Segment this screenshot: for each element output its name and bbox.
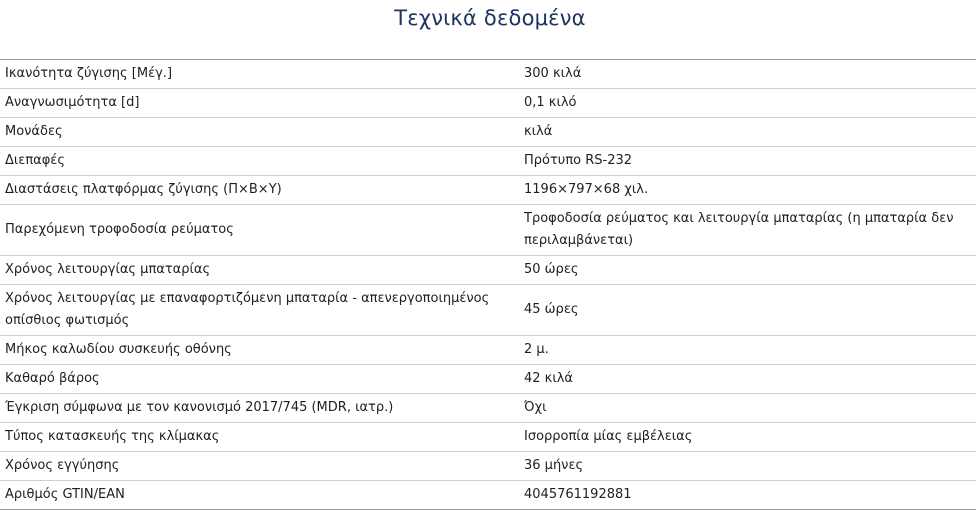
spec-label: Χρόνος λειτουργίας με επαναφορτιζόμενη μπαταρία - απενεργοποιημένος οπίσθιος φωτισμός bbox=[0, 285, 517, 336]
spec-label: Χρόνος εγγύησης bbox=[0, 452, 517, 481]
technical-data-table bbox=[0, 59, 976, 510]
spec-value: 36 μήνες bbox=[517, 452, 976, 481]
spec-value: 50 ώρες bbox=[517, 256, 976, 285]
spec-label: Διαστάσεις πλατφόρμας ζύγισης (Π×Β×Υ) bbox=[0, 176, 517, 205]
spec-label: Χρόνος λειτουργίας μπαταρίας bbox=[0, 256, 517, 285]
spec-label: Καθαρό βάρος bbox=[0, 365, 517, 394]
table-row bbox=[0, 256, 976, 285]
table-row bbox=[0, 452, 976, 481]
spec-value: 4045761192881 bbox=[517, 481, 976, 510]
table-row bbox=[0, 423, 976, 452]
spec-value: 0,1 κιλό bbox=[517, 89, 976, 118]
spec-value: Ισορροπία μίας εμβέλειας bbox=[517, 423, 976, 452]
spec-label: Μονάδες bbox=[0, 118, 517, 147]
spec-value: 1196×797×68 χιλ. bbox=[517, 176, 976, 205]
table-row bbox=[0, 118, 976, 147]
table-row bbox=[0, 147, 976, 176]
spec-value: Πρότυπο RS-232 bbox=[517, 147, 976, 176]
spec-label: Διεπαφές bbox=[0, 147, 517, 176]
table-row bbox=[0, 60, 976, 89]
table-row bbox=[0, 89, 976, 118]
table-row bbox=[0, 481, 976, 510]
spec-value: Τροφοδοσία ρεύματος και λειτουργία μπαταρίας (η μπαταρία δεν περιλαμβάνεται) bbox=[517, 205, 976, 256]
spec-value: 45 ώρες bbox=[517, 285, 976, 336]
spec-label: Παρεχόμενη τροφοδοσία ρεύματος bbox=[0, 205, 517, 256]
spec-label: Μήκος καλωδίου συσκευής οθόνης bbox=[0, 336, 517, 365]
table-row bbox=[0, 336, 976, 365]
spec-value: Όχι bbox=[517, 394, 976, 423]
spec-value: 42 κιλά bbox=[517, 365, 976, 394]
spec-value: 300 κιλά bbox=[517, 60, 976, 89]
table-row bbox=[0, 285, 976, 336]
spec-label: Αναγνωσιμότητα [d] bbox=[0, 89, 517, 118]
spec-label: Αριθμός GTIN/EAN bbox=[0, 481, 517, 510]
spec-label: Τύπος κατασκευής της κλίμακας bbox=[0, 423, 517, 452]
table-row bbox=[0, 205, 976, 256]
spec-label: Έγκριση σύμφωνα με τον κανονισμό 2017/745 (MDR, ιατρ.) bbox=[0, 394, 517, 423]
table-row bbox=[0, 365, 976, 394]
spec-value: 2 μ. bbox=[517, 336, 976, 365]
table-row bbox=[0, 394, 976, 423]
spec-label: Ικανότητα ζύγισης [Μέγ.] bbox=[0, 60, 517, 89]
spec-value: κιλά bbox=[517, 118, 976, 147]
page-title: Τεχνικά δεδομένα bbox=[394, 6, 586, 30]
table-row bbox=[0, 176, 976, 205]
